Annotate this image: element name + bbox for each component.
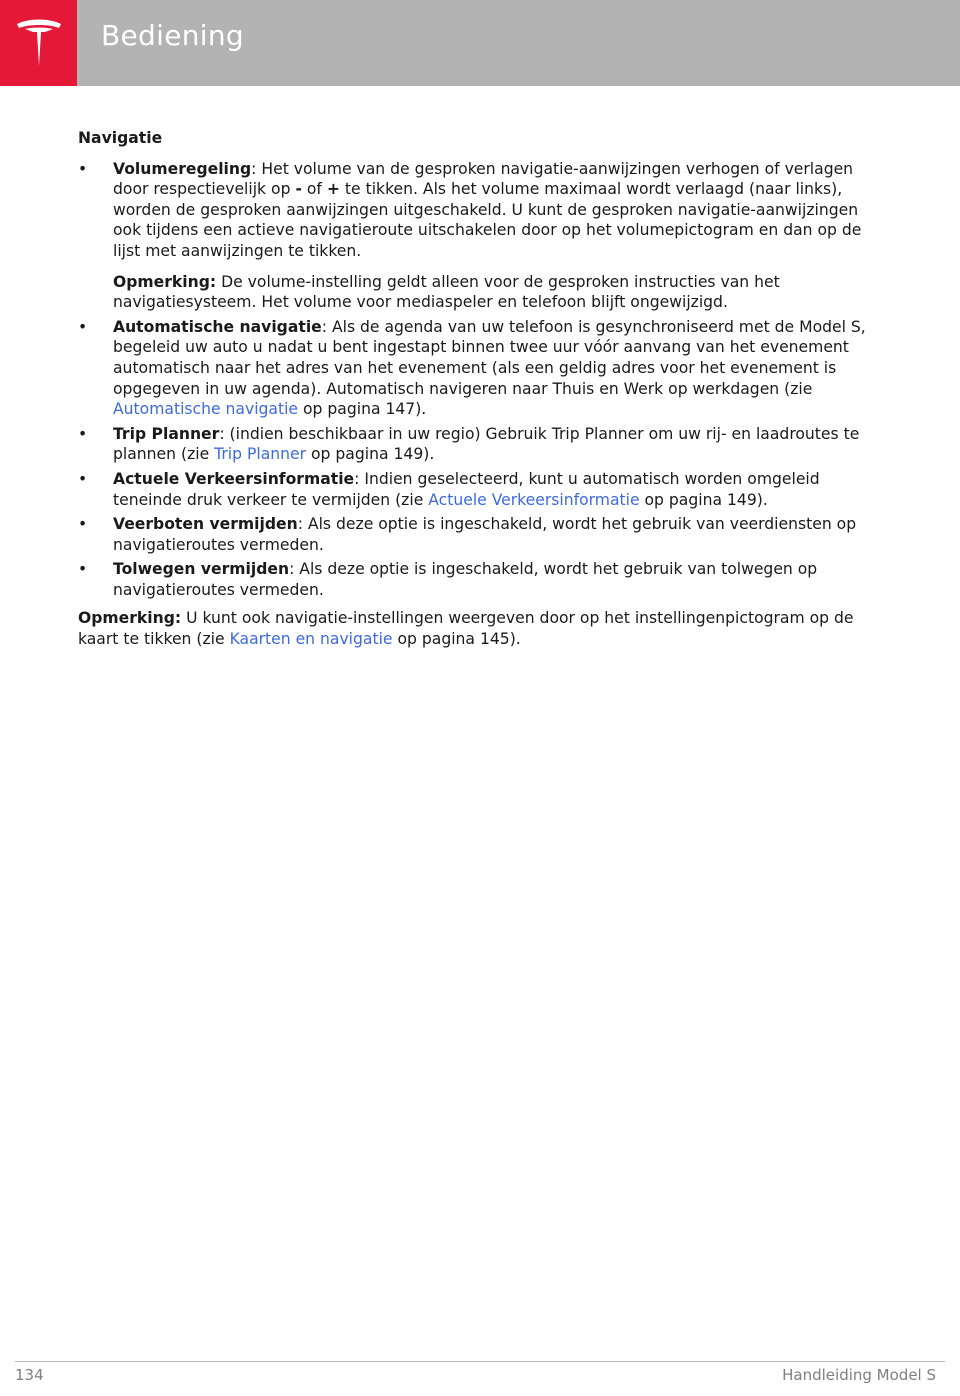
list-item — [78, 514, 868, 555]
item-text: : Als deze optie is ingeschakeld, wordt het gebruik van veerdiensten op navigatieroutes vermeden. — [113, 515, 857, 554]
bullet: • — [78, 159, 88, 178]
page-number: 134 — [15, 1366, 44, 1384]
item-text: : Als de agenda van uw telefoon is gesynchroniseerd met de Model S, begeleid uw auto u nadat u bent ingestapt binnen twee uur vóór aanvang van het evenement automatisch naar het adres van het evenement (als een geldig adres voor het evenement is opgegeven in uw agenda). Automatisch navigeren naar Thuis en Werk op werkdagen (zie — [113, 317, 866, 398]
list-item — [78, 469, 868, 510]
link-automatische-navigatie[interactable]: Automatische navigatie — [113, 400, 299, 419]
bullet: • — [78, 317, 88, 336]
note-text: U kunt ook navigatie-instellingen weergeven door op het instellingenpictogram op de kaart te tikken (zie — [78, 609, 854, 649]
bullet: • — [78, 515, 88, 534]
page-note — [78, 608, 868, 649]
page-header — [0, 0, 960, 86]
minus-symbol: - — [295, 180, 302, 199]
item-term: Automatische navigatie — [113, 317, 322, 336]
item-term: Veerboten vermijden — [113, 515, 298, 534]
list-item — [78, 559, 868, 600]
page-content — [78, 128, 868, 650]
item-term: Volumeregeling — [113, 159, 252, 178]
item-term: Trip Planner — [113, 424, 220, 443]
item-text: op pagina 147). — [298, 400, 427, 419]
link-kaarten-en-navigatie[interactable]: Kaarten en navigatie — [229, 630, 393, 649]
section-heading: Navigatie — [78, 129, 163, 147]
list-item — [78, 424, 868, 465]
link-trip-planner[interactable]: Trip Planner — [214, 445, 307, 464]
item-text: : Als deze optie is ingeschakeld, wordt het gebruik van tolwegen op navigatieroutes vermeden. — [113, 560, 818, 599]
item-term: Tolwegen vermijden — [113, 560, 290, 579]
footer-title: Handleiding Model S — [782, 1366, 936, 1384]
list-item — [78, 317, 868, 420]
item-text: : Het volume van de gesproken navigatie-aanwijzingen verhogen of verlagen door respectievelijk op — [113, 159, 854, 199]
section-title: Bediening — [101, 19, 244, 52]
item-text: : (indien beschikbaar in uw regio) Gebruik Trip Planner om uw rij- en laadroutes te plannen (zie — [113, 424, 860, 464]
item-text: of — [301, 180, 327, 199]
footer-divider — [15, 1361, 945, 1362]
plus-symbol: + — [326, 180, 340, 199]
note-label: Opmerking: — [113, 272, 217, 291]
item-text: te tikken. Als het volume maximaal wordt verlaagd (naar links), worden de gesproken aanwijzingen uitgeschakeld. U kunt de gesproken navigatie-aanwijzingen ook tijdens een actieve navigatieroute uitschakelen door op het volumepictogram en dan op de lijst met aanwijzingen te tikken. — [113, 180, 862, 260]
item-text: op pagina 149). — [639, 490, 768, 509]
item-note — [113, 272, 868, 313]
settings-list — [78, 159, 868, 601]
item-text: op pagina 149). — [306, 445, 435, 464]
bullet: • — [78, 560, 88, 579]
note-text: op pagina 145). — [392, 630, 521, 649]
item-term: Actuele Verkeersinformatie — [113, 469, 355, 488]
list-item — [78, 159, 868, 313]
bullet: • — [78, 469, 88, 488]
tesla-logo — [0, 0, 77, 86]
note-label: Opmerking: — [78, 609, 182, 628]
note-text: De volume-instelling geldt alleen voor de gesproken instructies van het navigatiesysteem. Het volume voor mediaspeler en telefoon blijft ongewijzigd. — [113, 272, 780, 312]
link-actuele-verkeersinformatie[interactable]: Actuele Verkeersinformatie — [428, 490, 640, 509]
item-text: : Indien geselecteerd, kunt u automatisch worden omgeleid teneinde druk verkeer te vermijden (zie — [113, 469, 820, 509]
bullet: • — [78, 424, 88, 443]
tesla-logo-icon — [15, 18, 63, 68]
